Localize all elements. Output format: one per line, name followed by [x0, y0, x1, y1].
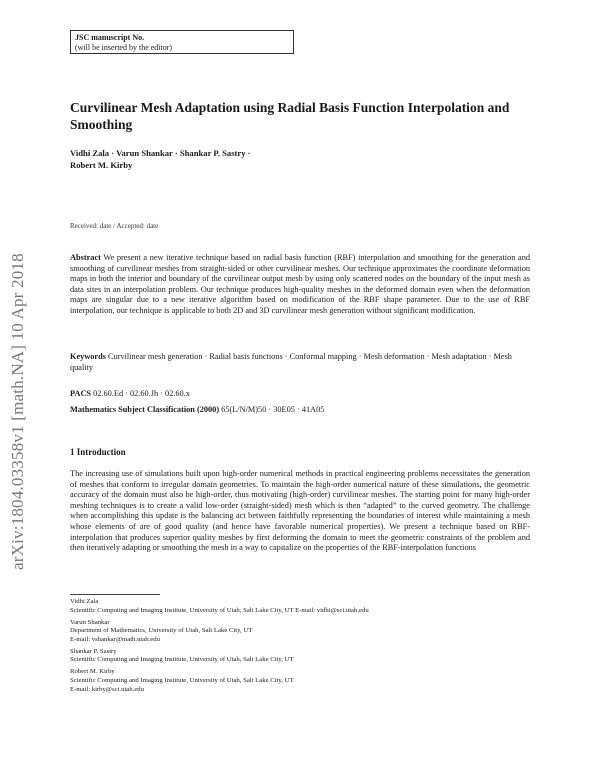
- keywords-label: Keywords: [70, 352, 106, 361]
- msc-classification: [70, 405, 530, 416]
- msc-text: 65(L/N/M)50 · 30E05 · 41A05: [221, 405, 325, 414]
- introduction-paragraph: The increasing use of simulations built upon high-order numerical methods in practical engineering problems necessitates the generation of meshes that conform to irregular domain geometries. To maintain the high-order numerical nature of these simulations, the geometric accuracy of the domain must also be high-order, thus motivating (high-order) curvilinear meshes. The starting point for many high-order meshing techniques is to create a valid low-order (straight-sided) mesh which is then “adapted” to the curved geometry. The challenge when accomplishing this update is the balancing act between faithfully representing the boundaries of interest while maintaining a mesh whose elements of are of good quality (and hence have favorable numerical properties). We present a technique based on RBF-interpolation that produces superior quality meshes by first deforming the domain to meet the geometric constraints of the problem and then iteratively adapting or smoothing the mesh in a way to capitalize on the properties of the RBF-interpolation functions: [70, 469, 530, 553]
- pacs-text: 02.60.Ed · 02.60.Jh · 02.60.x: [93, 389, 190, 398]
- affiliation-name: Shankar P. Sastry: [70, 647, 117, 655]
- affiliation-line: Scientific Computing and Imaging Institute, University of Utah, Salt Lake City, UT: [70, 676, 294, 684]
- arxiv-stamp: arXiv:1804.03358v1 [math.NA] 10 Apr 2018: [8, 253, 27, 570]
- authors-line-1: Vidhi Zala · Varun Shankar · Shankar P. Sastry ·: [70, 148, 251, 158]
- footnote-rule: [70, 594, 160, 595]
- msc-label: Mathematics Subject Classification (2000): [70, 405, 220, 414]
- affiliation-name: Vidhi Zala: [70, 598, 99, 605]
- paper-title: Curvilinear Mesh Adaptation using Radial Basis Function Interpolation and Smoothing: [70, 100, 510, 132]
- affiliation-entry: [70, 648, 530, 665]
- affiliation-entry: [70, 619, 530, 645]
- affiliation-line: Scientific Computing and Imaging Institute, University of Utah, Salt Lake City, UT: [70, 656, 294, 664]
- pacs: [70, 389, 530, 400]
- editor-note: (will be inserted by the editor): [75, 43, 173, 52]
- section-heading: 1 Introduction: [70, 447, 126, 457]
- affiliations: [70, 598, 530, 698]
- affiliation-entry: [70, 598, 530, 615]
- affiliation-line: Scientific Computing and Imaging Institute, University of Utah, Salt Lake City, UT E-mail: vidhi@sci.utah.edu: [70, 606, 369, 614]
- journal-header-box: [70, 30, 294, 54]
- affiliation-name: Robert M. Kirby: [70, 668, 115, 676]
- affiliation-name: Varun Shankar: [70, 618, 110, 626]
- received-date: Received: date / Accepted: date: [70, 222, 159, 230]
- abstract: [70, 253, 530, 317]
- author-list: [70, 147, 370, 171]
- affiliation-line: Department of Mathematics, University of Utah, Salt Lake City, UT: [70, 627, 253, 635]
- keywords: [70, 352, 530, 373]
- pacs-label: PACS: [70, 389, 92, 398]
- abstract-text: We present a new iterative technique based on radial basis function (RBF) interpolation and smoothing for the generation and smoothing of curvilinear meshes from straight-sided or other curvilinear meshes. Our technique approximates the coordinate deformation maps in both the interior and boundary of the curvilinear output mesh by using only scattered nodes on the boundary of the input mesh as data sites in an interpolation problem. Our technique produces high-quality meshes in the deformed domain even when the deformation maps are singular due to a new iterative algorithm based on modification of the RBF shape parameter. Due to the use of RBF interpolation, our technique is applicable to both 2D and 3D curvilinear mesh generation without significant modification.: [70, 253, 530, 315]
- affiliation-entry: [70, 668, 530, 694]
- affiliation-email: E-mail: kirby@sci.utah.edu: [70, 685, 144, 693]
- keywords-text: Curvilinear mesh generation · Radial basis functions · Conformal mapping · Mesh deformation · Mesh adaptation · Mesh quality: [70, 352, 512, 372]
- affiliation-email: E-mail: vshankar@math.utah.edu: [70, 635, 160, 643]
- authors-line-2: Robert M. Kirby: [70, 160, 133, 170]
- abstract-label: Abstract: [70, 253, 101, 262]
- journal-name: JSC manuscript No.: [75, 33, 145, 42]
